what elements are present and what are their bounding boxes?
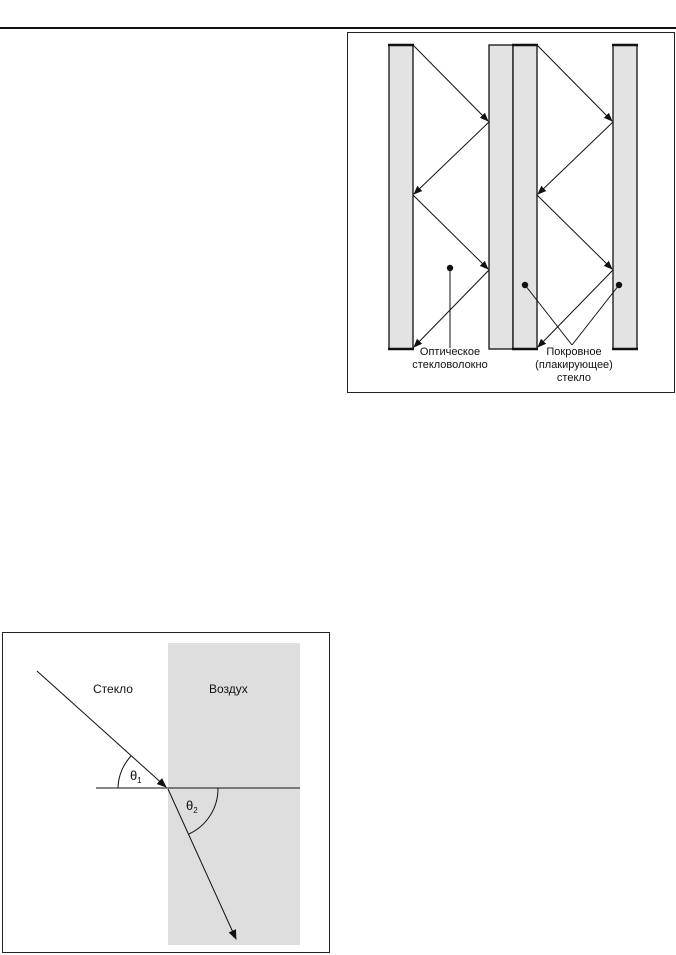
cover-label-line1: Покровное (546, 346, 602, 358)
zigzag-ray-left (413, 45, 489, 347)
glass-label: Стекло (93, 682, 133, 696)
fiber-leader (447, 265, 453, 348)
zigzag-ray-right (537, 45, 613, 347)
cover-label-line2: (плакирующее) (535, 359, 613, 371)
fiber-label-line1: Оптическое (419, 346, 481, 358)
air-label: Воздух (209, 682, 248, 696)
fiber-strip-4 (613, 45, 637, 349)
theta1-label: $\theta_1$ (130, 768, 142, 785)
theta2-label: $\theta_2$ (186, 798, 198, 815)
page-header-rule (0, 27, 676, 29)
fiber-strip-1 (389, 45, 413, 349)
refraction-diagram (3, 633, 331, 954)
fiber-label-line2: стекловолокно (412, 359, 488, 371)
cover-label-line3: стекло (556, 372, 592, 384)
fiber-strip-3 (513, 45, 537, 349)
refraction-figure (2, 632, 330, 953)
fiber-reflection-diagram (348, 33, 676, 394)
fiber-strip-2 (489, 45, 513, 349)
fiber-reflection-figure (347, 32, 675, 393)
